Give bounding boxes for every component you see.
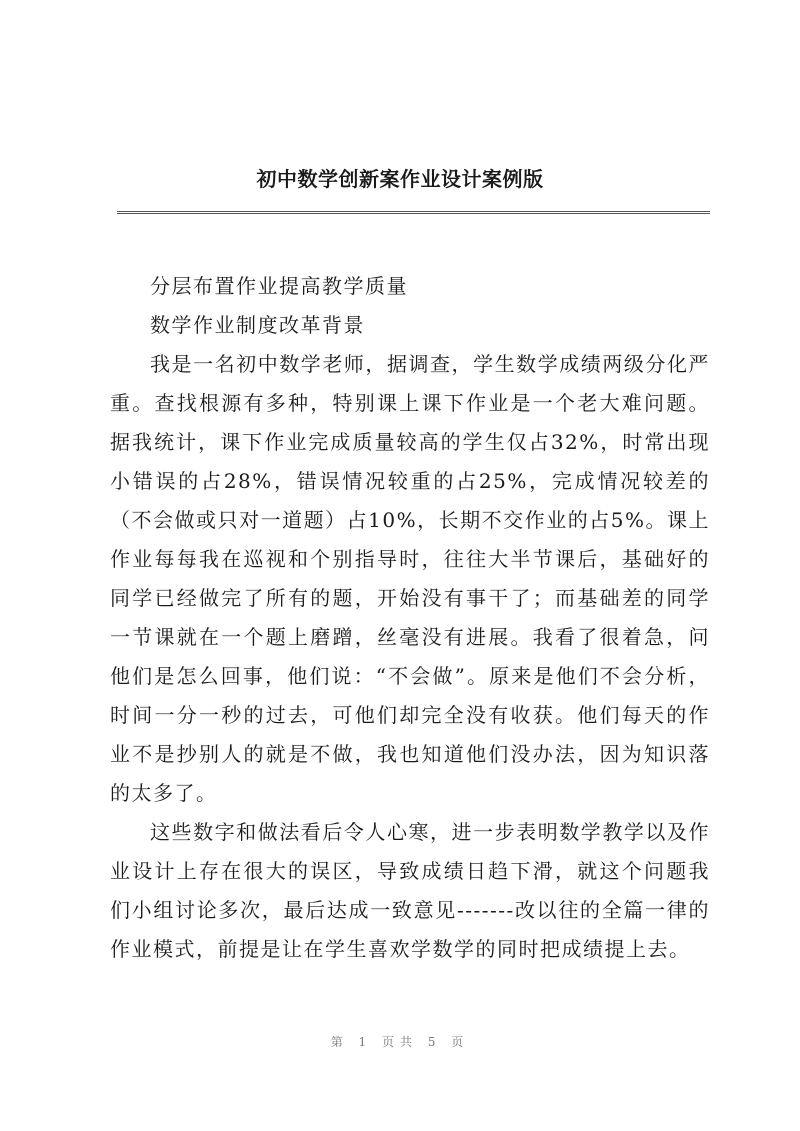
section-heading-1: 分层布置作业提高教学质量: [150, 274, 408, 298]
page-number-footer: 第 1 页共 5 页: [330, 1035, 470, 1049]
document-title: 初中数学创新案作业设计案例版: [256, 167, 544, 191]
document-body: [110, 267, 710, 969]
body-paragraph-1: 我是一名初中数学老师，据调查，学生数学成绩两级分化严重。查找根源有多种，特别课上课下作业是一个老大难问题。据我统计，课下作业完成质量较高的学生仅占32%，时常出现小错误的占28%，错误情况较重的占25%，完成情况较差的（不会做或只对一道题）占10%，长期不交作业的占5%。课上作业每每我在巡视和个别指导时，往往大半节课后，基础好的同学已经做完了所有的题，开始没有事干了；而基础差的同学一节课就在一个题上磨蹭，丝毫没有进展。我看了很着急，问他们是怎么回事，他们说：“不会做”。原来是他们不会分析，时间一分一秒的过去，可他们却完全没有收获。他们每天的作业不是抄别人的就是不做，我也知道他们没办法，因为知识落的太多了。: [110, 352, 710, 805]
title-divider: [117, 211, 710, 214]
section-heading-2: 数学作业制度改革背景: [150, 313, 365, 337]
body-paragraph-2: 这些数字和做法看后令人心寒，进一步表明数学教学以及作业设计上存在很大的误区，导致成绩日趋下滑，就这个问题我们小组讨论多次，最后达成一致意见-------改以往的全篇一律的作业模式，前提是让在学生喜欢学数学的同时把成绩提上去。: [110, 820, 710, 961]
